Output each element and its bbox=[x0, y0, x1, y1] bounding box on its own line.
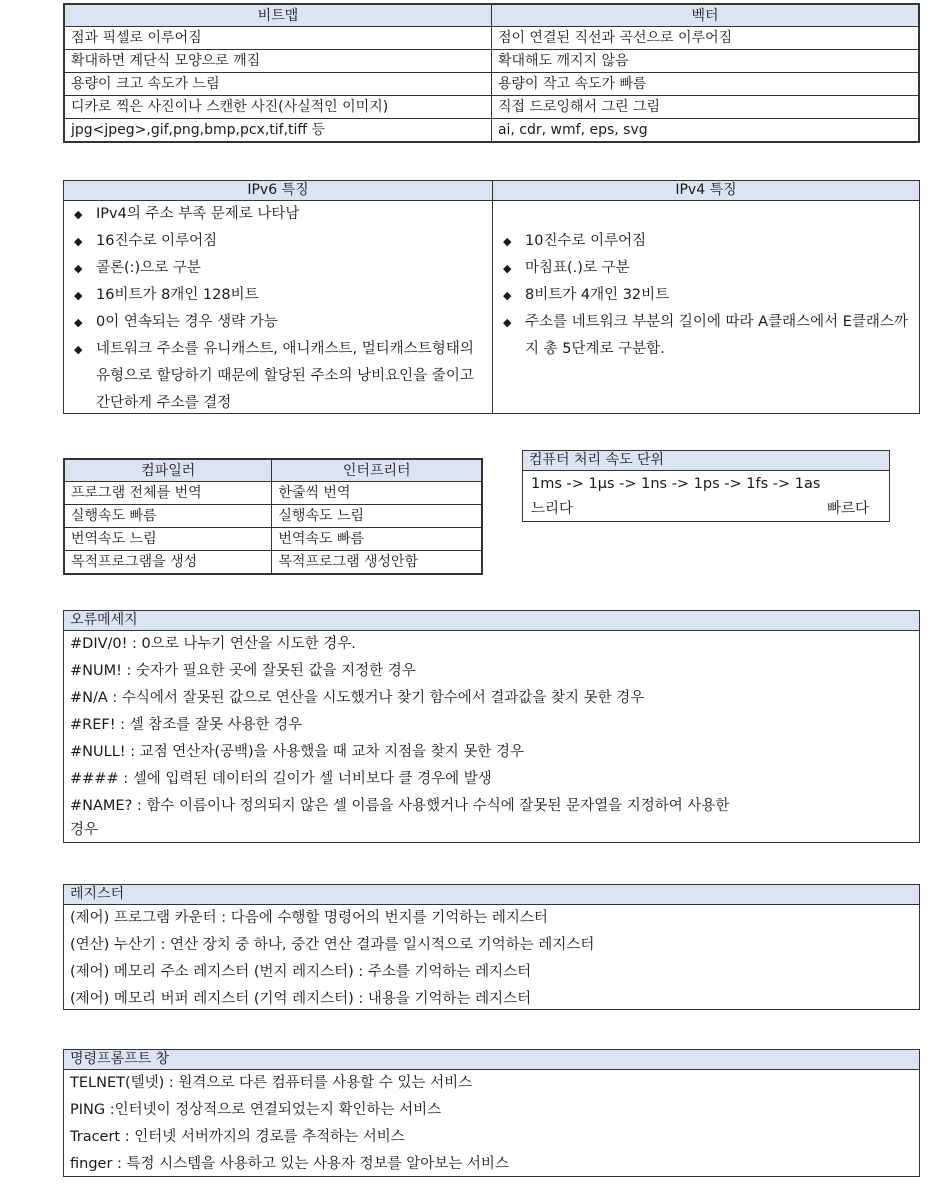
list-item: ◆ 0이 연속되는 경우 생략 가능 bbox=[64, 309, 492, 336]
list-item: (제어) 메모리 버퍼 레지스터 (기억 레지스터) : 내용을 기억하는 레지스터 bbox=[70, 991, 532, 1007]
list-item: ◆ 주소를 네트워크 부분의 길이에 따라 A클래스에서 E클래스까지 총 5단계로 구분함. bbox=[493, 309, 919, 363]
interpreter-cell: 실행속도 느림 bbox=[272, 505, 482, 528]
vector-cell: ai, cdr, wmf, eps, svg bbox=[491, 119, 918, 142]
bullet-icon: ◆ bbox=[503, 289, 512, 302]
list-item: #DIV/0! : 0으로 나누기 연산을 시도한 경우. bbox=[70, 636, 356, 652]
vector-cell: 용량이 작고 속도가 빠름 bbox=[491, 73, 918, 96]
speed-units-title: 컴퓨터 처리 속도 단위 bbox=[523, 451, 889, 471]
list-item: PING :인터넷이 정상적으로 연결되었는지 확인하는 서비스 bbox=[70, 1102, 442, 1118]
error-messages-list bbox=[64, 631, 919, 842]
bullet-icon: ◆ bbox=[74, 262, 83, 275]
interpreter-cell: 한줄씩 번역 bbox=[272, 482, 482, 505]
interpreter-cell: 번역속도 빠름 bbox=[272, 528, 482, 551]
ipv6-column bbox=[64, 201, 492, 413]
list-item: finger : 특정 시스템을 사용하고 있는 사용자 정보를 알아보는 서비스 bbox=[70, 1156, 509, 1172]
bitmap-cell: jpg<jpeg>,gif,png,bmp,pcx,tif,tiff 등 bbox=[65, 119, 492, 142]
list-item: (제어) 프로그램 카운터 : 다음에 수행할 명령어의 번지를 기억하는 레지스터 bbox=[70, 910, 548, 926]
bitmap-cell: 디카로 찍은 사진이나 스캔한 사진(사실적인 이미지) bbox=[65, 96, 492, 119]
compiler-interpreter-table bbox=[63, 458, 483, 575]
table-header-row bbox=[65, 460, 482, 482]
vector-cell: 확대해도 깨지지 않음 bbox=[491, 50, 918, 73]
list-item: ◆ 10진수로 이루어짐 bbox=[493, 228, 919, 255]
list-item: ◆ 마침표(.)로 구분 bbox=[493, 255, 919, 282]
ipv4-column bbox=[493, 201, 919, 413]
ipv6-ipv4-table bbox=[63, 180, 920, 414]
list-item: ◆ IPv4의 주소 부족 문제로 나타남 bbox=[64, 201, 492, 228]
error-messages-title: 오류메세지 bbox=[64, 611, 919, 631]
table-row bbox=[65, 482, 482, 505]
command-prompt-box bbox=[63, 1049, 920, 1177]
list-item: TELNET(텔넷) : 원격으로 다른 컴퓨터를 사용할 수 있는 서비스 bbox=[70, 1075, 473, 1091]
bitmap-cell: 점과 픽셀로 이루어짐 bbox=[65, 27, 492, 50]
list-item: #REF! : 셀 참조를 잘못 사용한 경우 bbox=[70, 717, 303, 733]
bullet-icon: ◆ bbox=[503, 316, 512, 329]
speed-units-sequence: 1ms -> 1μs -> 1ns -> 1ps -> 1fs -> 1as bbox=[531, 476, 821, 492]
list-item: #N/A : 수식에서 잘못된 값으로 연산을 시도했거나 찾기 함수에서 결과값을 찾지 못한 경우 bbox=[70, 690, 645, 706]
ipv6-list bbox=[64, 201, 492, 417]
compiler-cell: 프로그램 전체를 번역 bbox=[65, 482, 272, 505]
compiler-header: 컴파일러 bbox=[65, 460, 272, 482]
table-row bbox=[65, 96, 919, 119]
error-messages-box bbox=[63, 610, 920, 843]
bullet-icon: ◆ bbox=[74, 235, 83, 248]
vector-cell: 직접 드로잉해서 그린 그림 bbox=[491, 96, 918, 119]
bitmap-cell: 용량이 크고 속도가 느림 bbox=[65, 73, 492, 96]
list-item: (연산) 누산기 : 연산 장치 중 하나, 중간 연산 결과를 일시적으로 기억하는 레지스터 bbox=[70, 937, 595, 953]
vector-header: 벡터 bbox=[491, 5, 918, 27]
list-item: ◆ 네트워크 주소를 유니캐스트, 애니캐스트, 멀티캐스트형태의 유형으로 할당하기 때문에 할당된 주소의 낭비요인을 줄이고 간단하게 주소를 결정 bbox=[64, 336, 492, 417]
vector-cell: 점이 연결된 직선과 곡선으로 이루어짐 bbox=[491, 27, 918, 50]
table-row bbox=[65, 50, 919, 73]
compiler-cell: 목적프로그램을 생성 bbox=[65, 551, 272, 574]
speed-units-box bbox=[522, 450, 890, 522]
bullet-icon: ◆ bbox=[503, 235, 512, 248]
list-item: #NAME? : 함수 이름이나 정의되지 않은 셀 이름을 사용했거나 수식에 잘못된 문자열을 지정하여 사용한 bbox=[70, 798, 730, 814]
command-prompt-list bbox=[64, 1070, 919, 1178]
interpreter-cell: 목적프로그램 생성안함 bbox=[272, 551, 482, 574]
ipv6-header: IPv6 특징 bbox=[64, 181, 492, 201]
list-item: #NULL! : 교점 연산자(공백)을 사용했을 때 교차 지점을 찾지 못한 경우 bbox=[70, 744, 525, 760]
compiler-cell: 번역속도 느림 bbox=[65, 528, 272, 551]
bullet-icon: ◆ bbox=[74, 343, 83, 356]
table-row bbox=[65, 119, 919, 142]
fast-label: 빠르다 bbox=[826, 501, 869, 517]
list-item: #### : 셀에 입력된 데이터의 길이가 셀 너비보다 클 경우에 발생 bbox=[70, 771, 492, 787]
bullet-icon: ◆ bbox=[74, 289, 83, 302]
ipv4-header: IPv4 특징 bbox=[493, 181, 919, 201]
registers-box bbox=[63, 884, 920, 1010]
bullet-icon: ◆ bbox=[74, 208, 83, 221]
registers-title: 레지스터 bbox=[64, 885, 919, 905]
table-row bbox=[65, 551, 482, 574]
list-item: #NUM! : 숫자가 필요한 곳에 잘못된 값을 지정한 경우 bbox=[70, 663, 416, 679]
list-item: ◆ 콜론(:)으로 구분 bbox=[64, 255, 492, 282]
list-item: ◆ 16진수로 이루어짐 bbox=[64, 228, 492, 255]
table-row bbox=[65, 528, 482, 551]
list-item: ◆ 16비트가 8개인 128비트 bbox=[64, 282, 492, 309]
bullet-icon: ◆ bbox=[503, 262, 512, 275]
table-header-row bbox=[65, 5, 919, 27]
ipv4-list bbox=[493, 228, 919, 363]
list-item: (제어) 메모리 주소 레지스터 (번지 레지스터) : 주소를 기억하는 레지스터 bbox=[70, 964, 532, 980]
compiler-cell: 실행속도 빠름 bbox=[65, 505, 272, 528]
list-item: Tracert : 인터넷 서버까지의 경로를 추적하는 서비스 bbox=[70, 1129, 405, 1145]
interpreter-header: 인터프리터 bbox=[272, 460, 482, 482]
bitmap-header: 비트맵 bbox=[65, 5, 492, 27]
list-item: ◆ 8비트가 4개인 32비트 bbox=[493, 282, 919, 309]
bitmap-cell: 확대하면 계단식 모양으로 깨짐 bbox=[65, 50, 492, 73]
bitmap-vector-table bbox=[63, 3, 920, 143]
speed-units-scale bbox=[523, 497, 889, 521]
bullet-icon: ◆ bbox=[74, 316, 83, 329]
list-item: 경우 bbox=[70, 822, 99, 838]
registers-list bbox=[64, 905, 919, 1013]
table-row bbox=[65, 73, 919, 96]
table-row bbox=[65, 27, 919, 50]
table-row bbox=[65, 505, 482, 528]
slow-label: 느리다 bbox=[531, 501, 574, 517]
command-prompt-title: 명령프롬프트 창 bbox=[64, 1050, 919, 1070]
